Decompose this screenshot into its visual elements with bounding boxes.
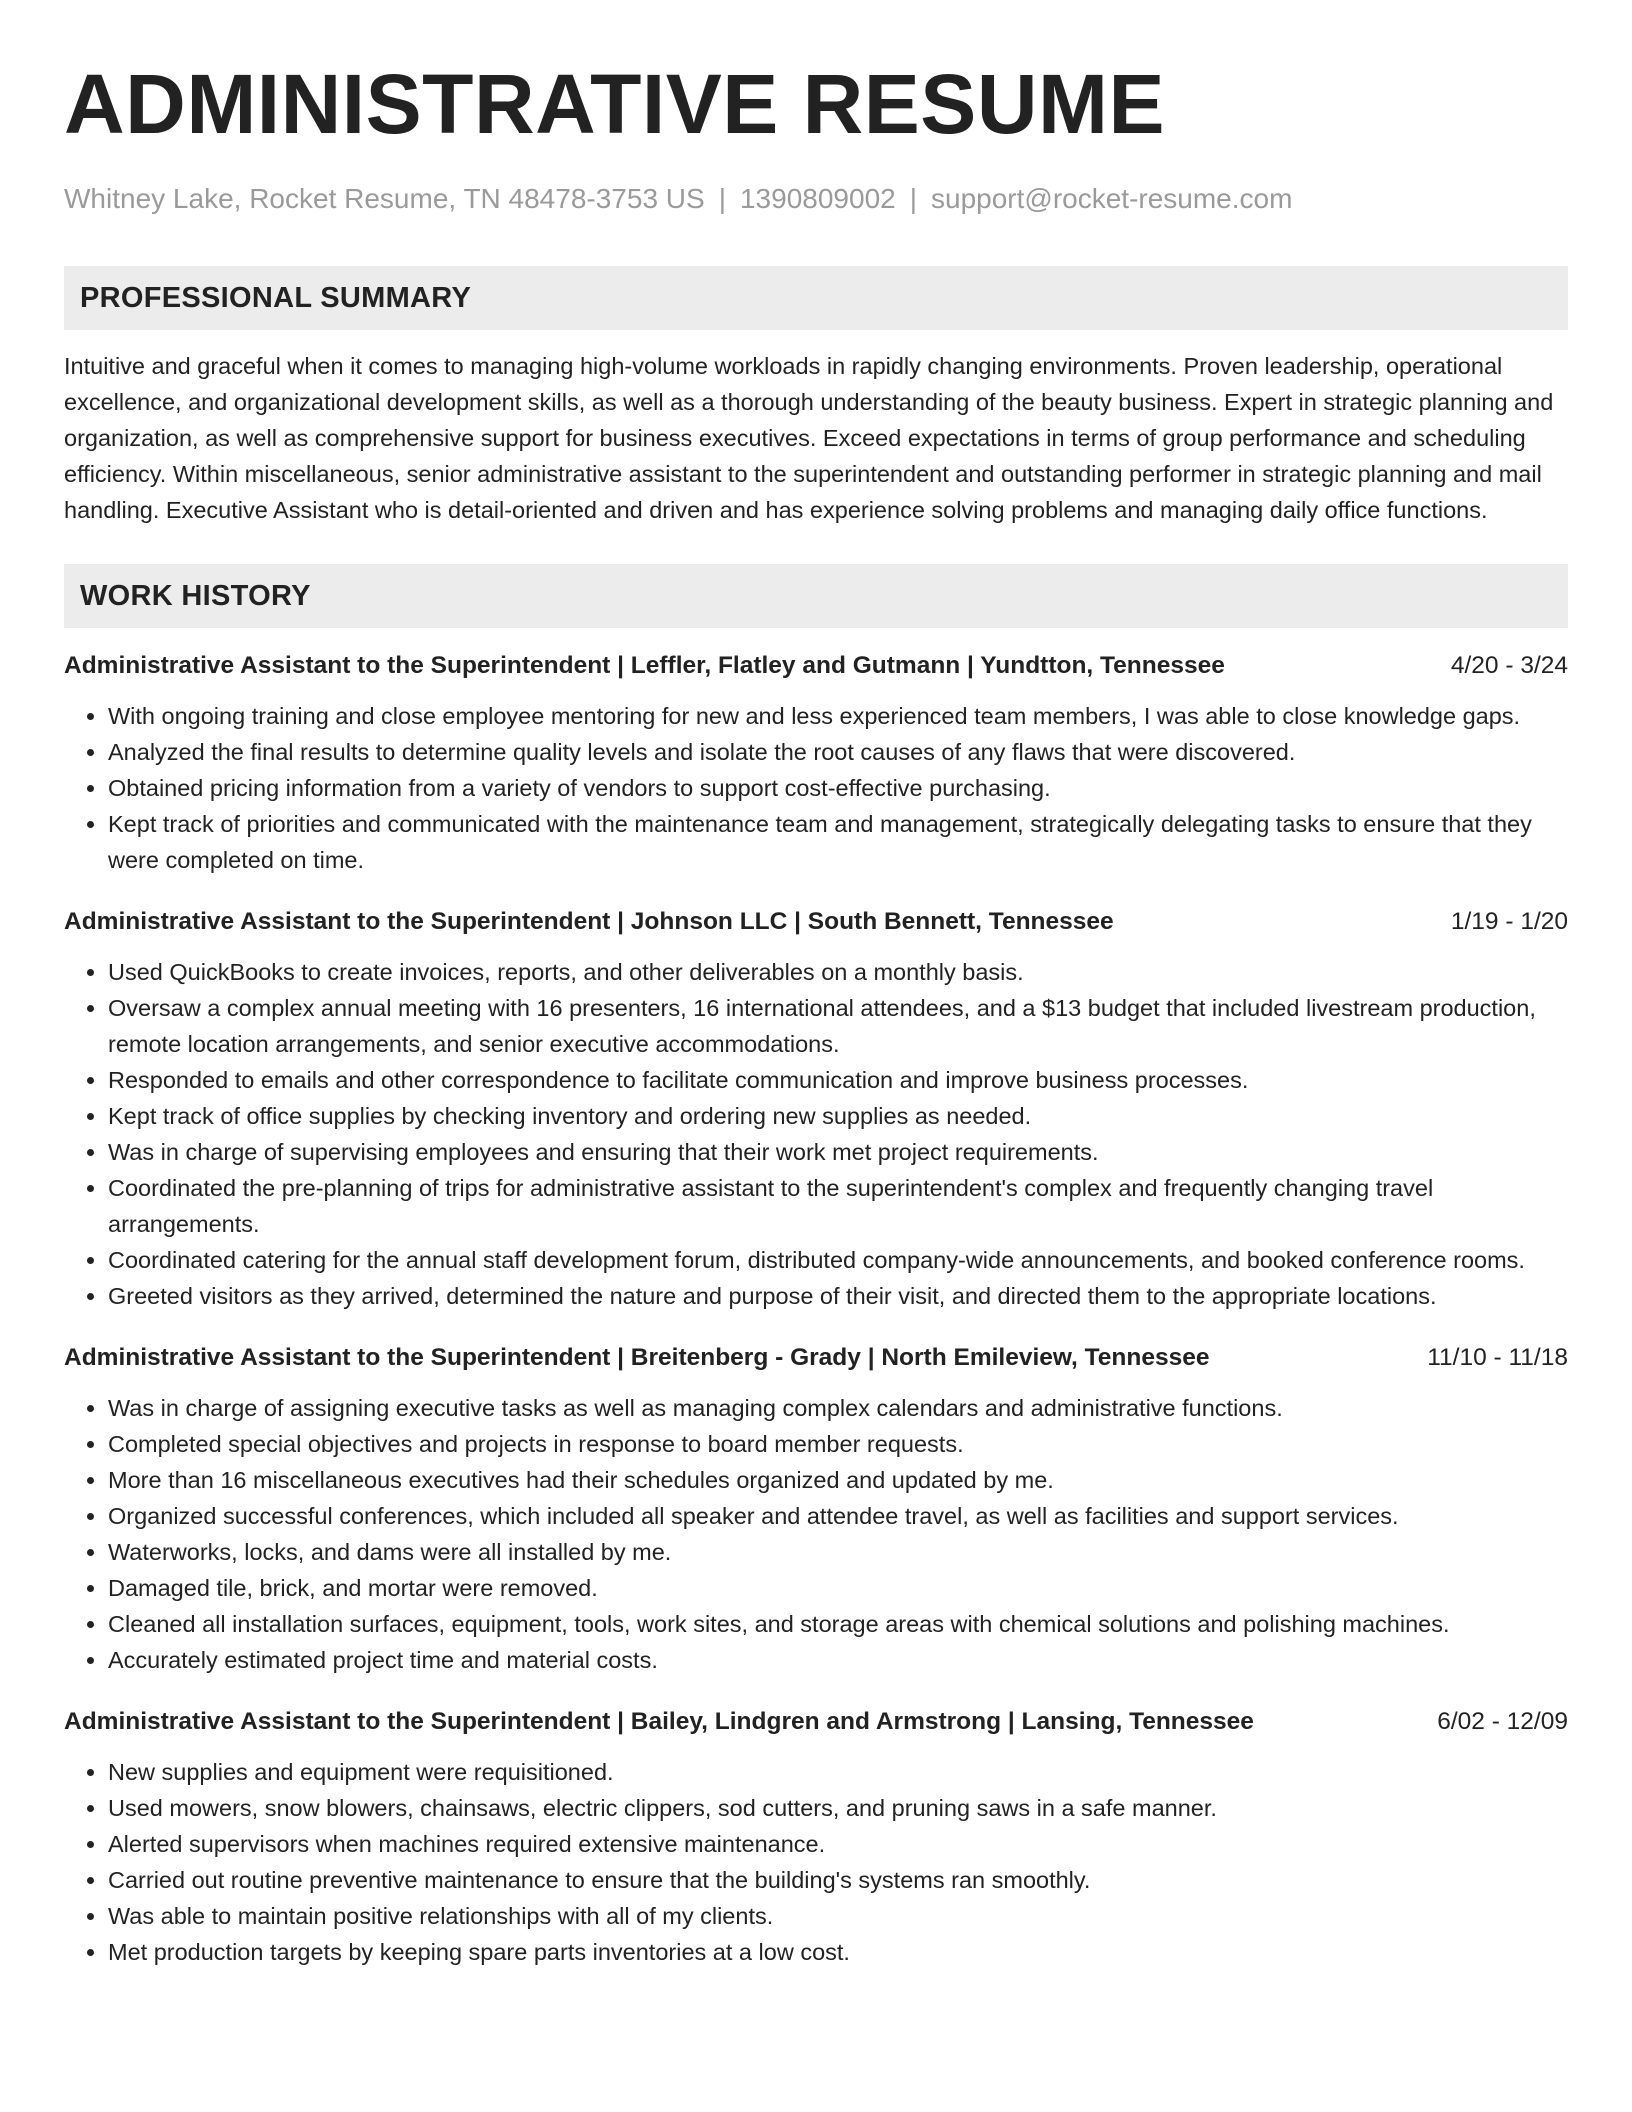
job-bullet: • New supplies and equipment were requisitioned. [108,1754,1568,1790]
summary-text: Intuitive and graceful when it comes to managing high-volume workloads in rapidly changing environments. Proven leadership, operational excellence, and organizational development skills, as well as a thorough understanding of the beauty business. Expert in strategic planning and organization, as well as comprehensive support for business executives. Exceed expectations in terms of group performance and scheduling efficiency. Within miscellaneous, senior administrative assistant to the superintendent and outstanding performer in strategic planning and mail handling. Executive Assistant who is detail-oriented and driven and has experience solving problems and managing daily office functions. [64,353,1554,523]
job-bullet: • Oversaw a complex annual meeting with 16 presenters, 16 international attendees, and a $13 budget that included livestream production, remote location arrangements, and senior executive accommodations. [108,990,1568,1062]
job-header [64,904,1568,940]
section-header-work-history [64,564,1568,628]
job-bullet: • Damaged tile, brick, and mortar were removed. [108,1570,1568,1606]
contact-separator: | [718,183,726,214]
job-dates: 6/02 - 12/09 [1437,1708,1568,1735]
job-header [64,1340,1568,1376]
job-bullet: • Greeted visitors as they arrived, determined the nature and purpose of their visit, and directed them to the appropriate locations. [108,1278,1568,1314]
job-title: Administrative Assistant to the Superintendent | Bailey, Lindgren and Armstrong | Lansing, Tennessee [64,1708,1254,1735]
job-dates: 11/10 - 11/18 [1427,1344,1568,1371]
section-heading-summary: PROFESSIONAL SUMMARY [80,281,472,314]
job-bullet: • Cleaned all installation surfaces, equipment, tools, work sites, and storage areas with chemical solutions and polishing machines. [108,1606,1568,1642]
job-dates: 4/20 - 3/24 [1450,652,1568,679]
job-bullet: • Coordinated the pre-planning of trips for administrative assistant to the superintendent's complex and frequently changing travel arrangements. [108,1170,1568,1242]
job-title: Administrative Assistant to the Superintendent | Johnson LLC | South Bennett, Tennessee [64,908,1114,935]
job-bullet: • Carried out routine preventive maintenance to ensure that the building's systems ran smoothly. [108,1862,1568,1898]
job-bullet-list [64,698,1568,878]
resume-title: ADMINISTRATIVE RESUME [64,57,1165,151]
job-bullet: • With ongoing training and close employee mentoring for new and less experienced team members, I was able to close knowledge gaps. [108,698,1568,734]
contact-separator: | [909,183,917,214]
job-bullet: • Waterworks, locks, and dams were all installed by me. [108,1534,1568,1570]
job-entry [64,1340,1568,1678]
job-bullet: • Analyzed the final results to determine quality levels and isolate the root causes of any flaws that were discovered. [108,734,1568,770]
job-bullet: • Was in charge of assigning executive tasks as well as managing complex calendars and administrative functions. [108,1390,1568,1426]
job-title: Administrative Assistant to the Superintendent | Leffler, Flatley and Gutmann | Yundtton, Tennessee [64,652,1225,679]
job-entry [64,904,1568,1314]
job-bullet: • Used mowers, snow blowers, chainsaws, electric clippers, sod cutters, and pruning saws in a safe manner. [108,1790,1568,1826]
job-bullet: • Alerted supervisors when machines required extensive maintenance. [108,1826,1568,1862]
job-bullet-list [64,954,1568,1314]
job-bullet: • Coordinated catering for the annual staff development forum, distributed company-wide announcements, and booked conference rooms. [108,1242,1568,1278]
contact-email: support@rocket-resume.com [931,183,1293,214]
job-bullet-list [64,1754,1568,1970]
job-bullet-list [64,1390,1568,1678]
job-bullet: • Accurately estimated project time and material costs. [108,1642,1568,1678]
job-bullet: • Organized successful conferences, which included all speaker and attendee travel, as well as facilities and support services. [108,1498,1568,1534]
job-entry [64,1704,1568,1970]
job-header [64,1704,1568,1740]
job-bullet: • Obtained pricing information from a variety of vendors to support cost-effective purchasing. [108,770,1568,806]
job-dates: 1/19 - 1/20 [1450,908,1568,935]
contact-address: Whitney Lake, Rocket Resume, TN 48478-3753 US [64,183,705,214]
job-bullet: • Met production targets by keeping spare parts inventories at a low cost. [108,1934,1568,1970]
job-bullet: • Responded to emails and other correspondence to facilitate communication and improve business processes. [108,1062,1568,1098]
contact-line [64,182,1568,216]
section-header-summary [64,266,1568,330]
job-bullet: • More than 16 miscellaneous executives had their schedules organized and updated by me. [108,1462,1568,1498]
job-bullet: • Was able to maintain positive relationships with all of my clients. [108,1898,1568,1934]
job-bullet: • Was in charge of supervising employees and ensuring that their work met project requirements. [108,1134,1568,1170]
contact-phone: 1390809002 [739,183,896,214]
job-entry [64,648,1568,878]
job-bullet: • Kept track of priorities and communicated with the maintenance team and management, strategically delegating tasks to ensure that they were completed on time. [108,806,1568,878]
section-heading-work-history: WORK HISTORY [80,579,311,612]
job-header [64,648,1568,684]
job-title: Administrative Assistant to the Superintendent | Breitenberg - Grady | North Emileview, Tennessee [64,1344,1210,1371]
job-bullet: • Kept track of office supplies by checking inventory and ordering new supplies as needed. [108,1098,1568,1134]
job-bullet: • Completed special objectives and projects in response to board member requests. [108,1426,1568,1462]
job-bullet: • Used QuickBooks to create invoices, reports, and other deliverables on a monthly basis. [108,954,1568,990]
